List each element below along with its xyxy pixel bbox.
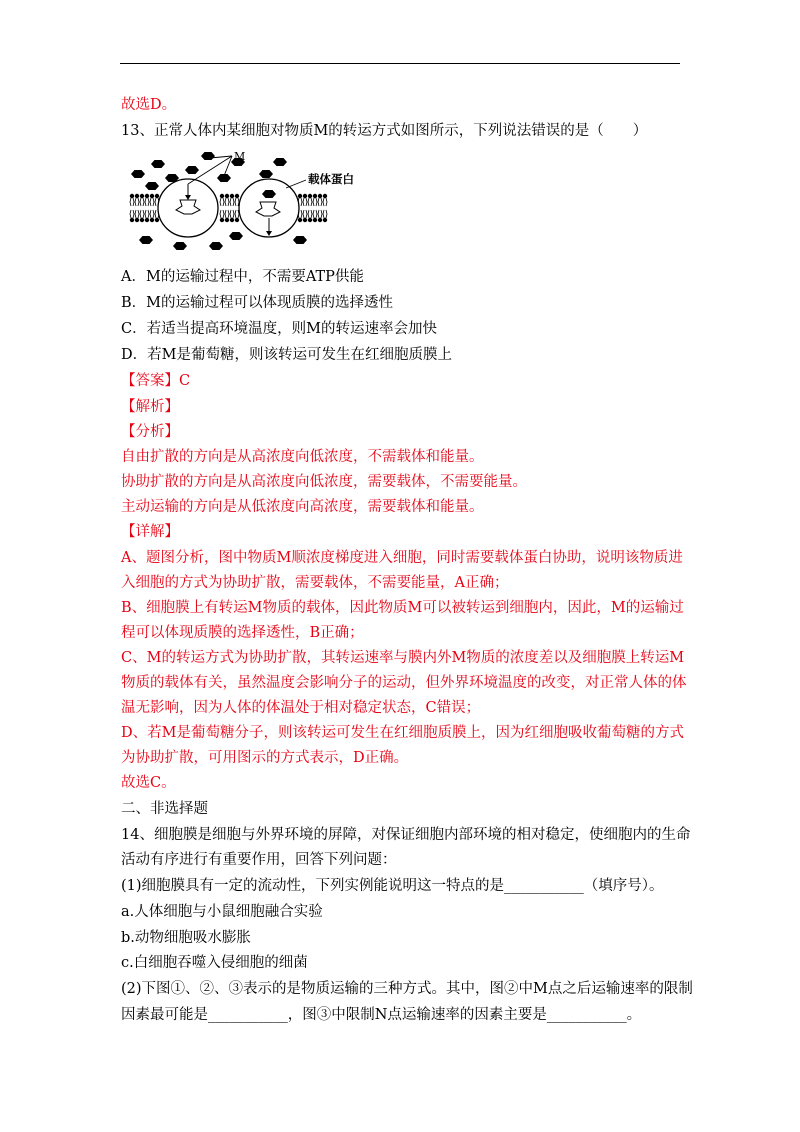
detail-line-2: 入细胞的方式为协助扩散，需要载体，不需要能量，A正确； (121, 575, 509, 591)
q13-conclusion: 故选C。 (121, 775, 176, 791)
fenxi-line-3: 主动运输的方向是从低浓度向高浓度，需要载体和能量。 (121, 499, 484, 515)
label-carrier: 载体蛋白 (308, 172, 354, 186)
q13-option-c: C．若适当提高环境温度，则M的转运速率会加快 (121, 321, 437, 337)
answer-tag: 【答案】 (121, 373, 179, 389)
q14-line-3: (1)细胞膜具有一定的流动性，下列实例能说明这一特点的是___________（填序号）。 (121, 878, 664, 894)
carrier-protein-1 (158, 179, 218, 237)
detail-line-5: C、M的转运方式为协助扩散，其转运速率与膜内外M物质的浓度差以及细胞膜上转运M (121, 650, 685, 666)
q14-option-b: b.动物细胞吸水膨胀 (121, 930, 251, 946)
fenxi-line-2: 协助扩散的方向是从高浓度向低浓度，需要载体，不需要能量。 (121, 474, 527, 490)
q14-option-a: a.人体细胞与小鼠细胞融合实验 (121, 904, 323, 920)
detail-line-9: 为协助扩散，可用图示的方式表示，D正确。 (121, 750, 409, 766)
q14-line-2: 活动有序进行有重要作用，回答下列问题： (121, 852, 397, 868)
label-carrier-line (286, 180, 306, 188)
jiexi-tag: 【解析】 (121, 399, 179, 415)
detail-line-3: B、细胞膜上有转运M物质的载体，因此物质M可以被转运到细胞内，因此，M的运输过 (121, 600, 684, 616)
q13-option-a: A．M的运输过程中，不需要ATP供能 (121, 269, 364, 285)
detail-line-7: 温无影响，因为人体的体温处于相对稳定状态，C错误； (121, 700, 481, 716)
detail-line-6: 物质的载体有关，虽然温度会影响分子的运动，但外界环境温度的改变，对正常人体的体 (121, 675, 687, 691)
carrier-protein-2 (239, 179, 299, 237)
q14-line-8: 因素最可能是___________，图③中限制N点运输速率的因素主要是___________。 (121, 1007, 642, 1023)
q13-option-b: B．M的运输过程可以体现质膜的选择透性 (121, 295, 394, 311)
detail-line-4: 程可以体现质膜的选择透性，B正确； (121, 625, 364, 641)
q14-option-c: c.白细胞吞噬入侵细胞的细菌 (121, 955, 308, 971)
xiangjie-tag: 【详解】 (121, 524, 179, 540)
fenxi-tag: 【分析】 (121, 424, 179, 440)
section-title: 二、非选择题 (121, 801, 208, 817)
q13-stem: 13、正常人体内某细胞对物质M的转运方式如图所示，下列说法错误的是（ ） (121, 123, 648, 139)
fenxi-line-1: 自由扩散的方向是从高浓度向低浓度，不需载体和能量。 (121, 449, 484, 465)
prev-conclusion: 故选D。 (121, 97, 177, 113)
detail-line-1: A、题图分析，图中物质M顺浓度梯度进入细胞，同时需要载体蛋白协助，说明该物质进 (121, 550, 683, 566)
label-m: M (234, 150, 246, 163)
q14-line-1: 14、细胞膜是细胞与外界环境的屏障，对保证细胞内部环境的相对稳定，使细胞内的生命 (121, 827, 691, 843)
membrane-transport-figure (128, 150, 368, 252)
answer-line (121, 371, 190, 391)
answer-value: C (179, 373, 191, 389)
q14-line-7: (2)下图①、②、③表示的是物质运输的三种方式。其中，图②中M点之后运输速率的限制 (121, 981, 693, 997)
q13-option-d: D．若M是葡萄糖，则该转运可发生在红细胞质膜上 (121, 347, 452, 363)
detail-line-8: D、若M是葡萄糖分子，则该转运可发生在红细胞质膜上，因为红细胞吸收葡萄糖的方式 (121, 725, 684, 741)
header-rule (120, 63, 680, 64)
